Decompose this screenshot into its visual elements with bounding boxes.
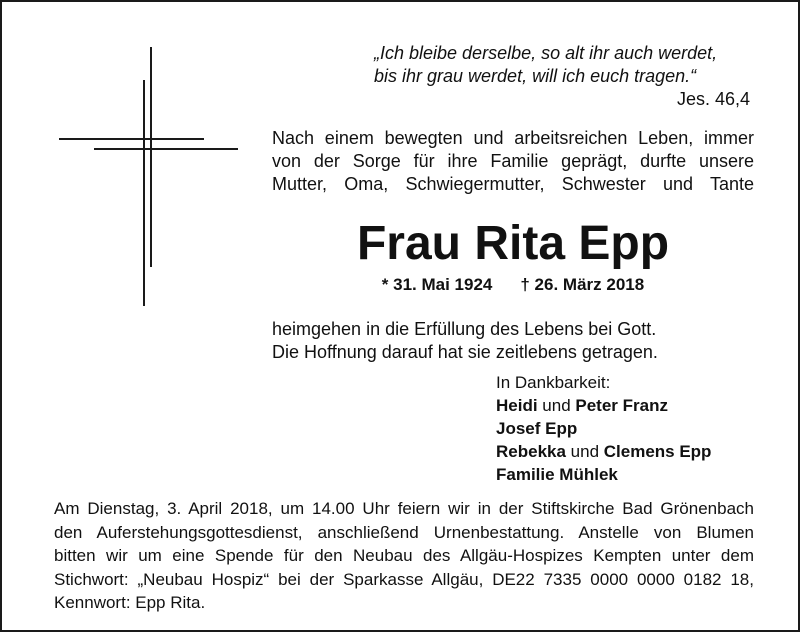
mourner-name: Josef Epp <box>496 419 578 438</box>
mourner-joiner: und <box>537 396 576 415</box>
death-date: † 26. März 2018 <box>520 275 645 294</box>
mourner-row <box>496 463 756 486</box>
intro-text <box>272 127 754 196</box>
bible-quote <box>374 42 750 88</box>
quote-line: bis ihr grau werdet, will ich euch tragen.“ <box>374 66 697 86</box>
mourners-list <box>496 371 756 486</box>
mourner-name: Clemens Epp <box>603 442 712 461</box>
cross-icon <box>2 2 242 312</box>
deceased-name: Frau Rita Epp <box>356 217 670 270</box>
intro-line: Nach einem bewegten und arbeitsreichen Leben, immer <box>272 128 754 148</box>
intro-line: Mutter, Oma, Schwiegermutter, Schwester und Tante <box>272 174 754 194</box>
life-dates <box>272 274 754 296</box>
service-line: den Auferstehungsgottesdienst, anschließend Urnenbestattung. Anstelle von Blumen <box>54 522 754 542</box>
mourner-row <box>496 394 756 417</box>
mourner-name: Peter Franz <box>575 396 668 415</box>
mourner-joiner: und <box>565 442 604 461</box>
service-line: Stichwort: „Neubau Hospiz“ bei der Sparkasse Allgäu, DE22 7335 0000 0000 0182 18, <box>54 569 754 589</box>
intro-line: von der Sorge für ihre Familie geprägt, durfte unsere <box>272 151 754 171</box>
service-line: bitten wir um eine Spende für den Neubau des Allgäu-Hospizes Kempten unter dem <box>54 546 754 565</box>
service-line: Am Dienstag, 3. April 2018, um 14.00 Uhr feiern wir in der Stiftskirche Bad Grönenbach <box>54 499 754 518</box>
mourner-name: Familie Mühlek <box>496 465 618 484</box>
quote-reference: Jes. 46,4 <box>676 89 750 109</box>
mourner-row <box>496 417 756 440</box>
outro-line: heimgehen in die Erfüllung des Lebens bei Gott. <box>272 319 657 339</box>
mourner-name: Heidi <box>496 396 538 415</box>
outro-line: Die Hoffnung darauf hat sie zeitlebens getragen. <box>272 342 658 362</box>
service-line: Kennwort: Epp Rita. <box>54 593 206 612</box>
service-info <box>54 497 754 615</box>
mourner-name: Rebekka <box>496 442 566 461</box>
quote-line: „Ich bleibe derselbe, so alt ihr auch werdet, <box>374 43 718 63</box>
birth-date: * 31. Mai 1924 <box>381 275 493 294</box>
mourner-row <box>496 440 756 463</box>
mourners-heading: In Dankbarkeit: <box>496 373 611 392</box>
outro-text <box>272 318 754 364</box>
